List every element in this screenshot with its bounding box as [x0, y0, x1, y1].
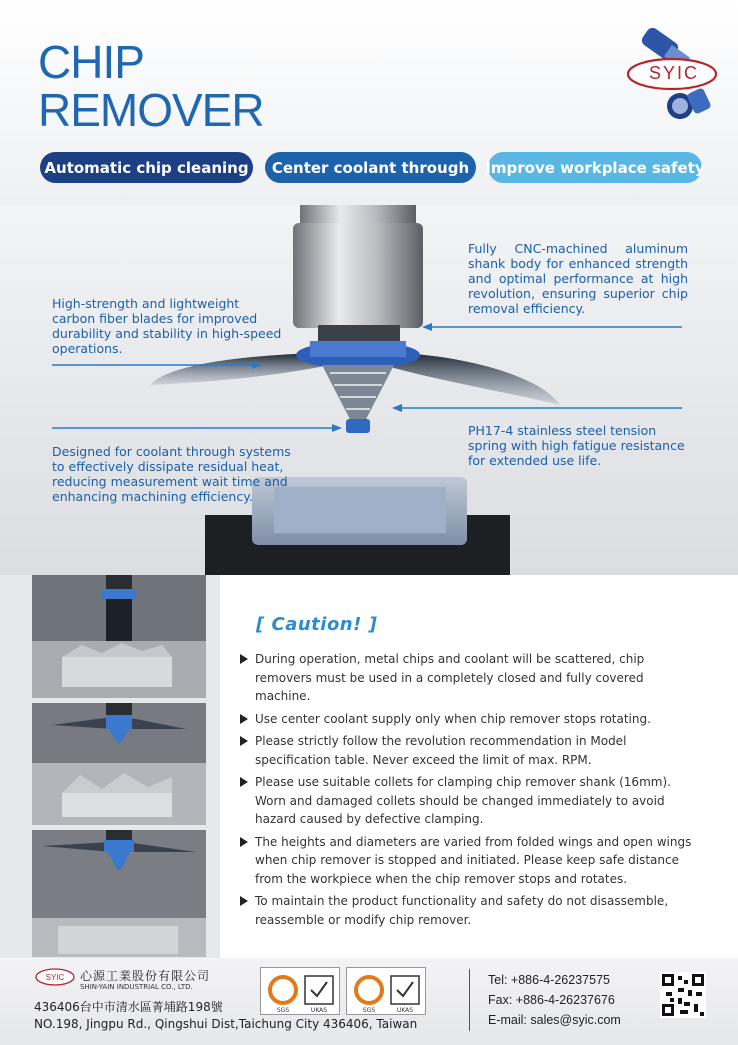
photo-folded-wings: [32, 575, 206, 698]
triangle-bullet-icon: [240, 654, 248, 664]
contact-email[interactable]: E-mail: sales@syic.com: [488, 1013, 621, 1027]
caution-item: [240, 732, 700, 769]
triangle-bullet-icon: [240, 837, 248, 847]
blue-hub-body: [310, 341, 406, 357]
callout-shank: Fully CNC-machined aluminum shank body for enhanced strength and optimal performance at high revolution, ensuring superior chip removal efficiency.: [468, 241, 688, 316]
logo-text: SYIC: [648, 63, 699, 83]
photo-spinning-graphic: [32, 830, 206, 957]
certification-badge: [260, 967, 340, 1015]
triangle-bullet-icon: [240, 736, 248, 746]
title-line-2: REMOVER: [38, 84, 264, 136]
callout-blades: High-strength and lightweight carbon fiber blades for improved durability and stability in high-speed operations.: [52, 296, 282, 356]
photo-folded-wings-graphic: [32, 575, 206, 698]
address-cn: 436406台中市清水區菁埔路198號: [34, 1000, 223, 1014]
company-name-en: SHIN-YAIN INDUSTRIAL CO., LTD.: [80, 983, 193, 991]
certification-badge-icon: [347, 968, 427, 1016]
arrow-coolant-head: [332, 424, 342, 432]
arrow-shank-head: [422, 323, 432, 331]
qr-code[interactable]: [660, 972, 706, 1018]
feature-pills: [40, 152, 705, 183]
address-en: NO.198, Jingpu Rd., Qingshui Dist,Taichung City 436406, Taiwan: [34, 1017, 418, 1031]
cert-label-ukas: UKAS: [310, 1007, 328, 1014]
pill-workplace-safety: Improve workplace safety: [488, 152, 702, 183]
contact-fax: Fax: +886-4-26237676: [488, 993, 615, 1007]
photo-open-wings: [32, 703, 206, 825]
callout-spring: PH17-4 stainless steel tension spring with high fatigue resistance for extended use life.: [468, 423, 685, 468]
caution-text: The heights and diameters are varied from folded wings and open wings when chip remover is stopped and initiated. Please keep safe distance from the workpiece when the chip remover stops and rotates.: [255, 834, 692, 886]
caution-text: Use center coolant supply only when chip remover stops rotating.: [255, 711, 651, 726]
hero-photo: [0, 205, 738, 575]
arrow-spring-head: [392, 404, 402, 412]
pill-automatic-chip-cleaning: Automatic chip cleaning: [40, 152, 253, 183]
page-title: [38, 38, 264, 134]
photo-strip: [0, 575, 220, 960]
caution-item: [240, 710, 700, 729]
caution-item: [240, 833, 700, 889]
certification-badge: [346, 967, 426, 1015]
footer-logo-text: SYIC: [45, 973, 65, 982]
cert-label-sgs: SGS: [362, 1007, 376, 1014]
footer-divider: [469, 969, 470, 1031]
contact-tel: Tel: +886-4-26237575: [488, 973, 610, 987]
company-name-cn: 心源工業股份有限公司: [80, 969, 211, 983]
triangle-bullet-icon: [240, 777, 248, 787]
cert-label-ukas: UKAS: [396, 1007, 414, 1014]
triangle-bullet-icon: [240, 714, 248, 724]
pill-center-coolant: Center coolant through: [265, 152, 476, 183]
caution-text: During operation, metal chips and coolant will be scattered, chip removers must be used in a completely closed and fully covered machine.: [255, 652, 645, 703]
caution-item: [240, 650, 700, 706]
photo-open-wings-graphic: [32, 703, 206, 825]
caution-text: Please use suitable collets for clamping chip remover shank (16mm). Worn and damaged collets should be changed immediately to avoid hazard caused by defective clamping.: [255, 775, 671, 826]
certification-badge-icon: [261, 968, 341, 1016]
spindle-collar: [318, 325, 400, 341]
photo-spinning: [32, 830, 206, 957]
cert-label-sgs: SGS: [276, 1007, 290, 1014]
blade-right: [390, 353, 560, 405]
caution-item: [240, 892, 700, 929]
title-line-1: CHIP: [38, 36, 144, 88]
callout-coolant: Designed for coolant through systems to effectively dissipate residual heat, reducing measurement wait time and enhancing machining efficiency.: [52, 444, 291, 504]
triangle-bullet-icon: [240, 896, 248, 906]
caution-title: [ Caution! ]: [256, 614, 378, 635]
caution-text: To maintain the product functionality and safety do not disassemble, reassemble or modify chip remover.: [255, 894, 669, 927]
caution-item: [240, 773, 700, 829]
qr-code-icon: [660, 972, 706, 1018]
caution-list: [240, 650, 700, 933]
spindle: [293, 223, 423, 328]
footer-syic-logo-icon: [34, 966, 76, 988]
caution-text: Please strictly follow the revolution recommendation in Model specification table. Never exceed the limit of max. RPM.: [255, 734, 627, 767]
spindle-top: [300, 205, 416, 223]
cone-tip: [346, 419, 370, 433]
